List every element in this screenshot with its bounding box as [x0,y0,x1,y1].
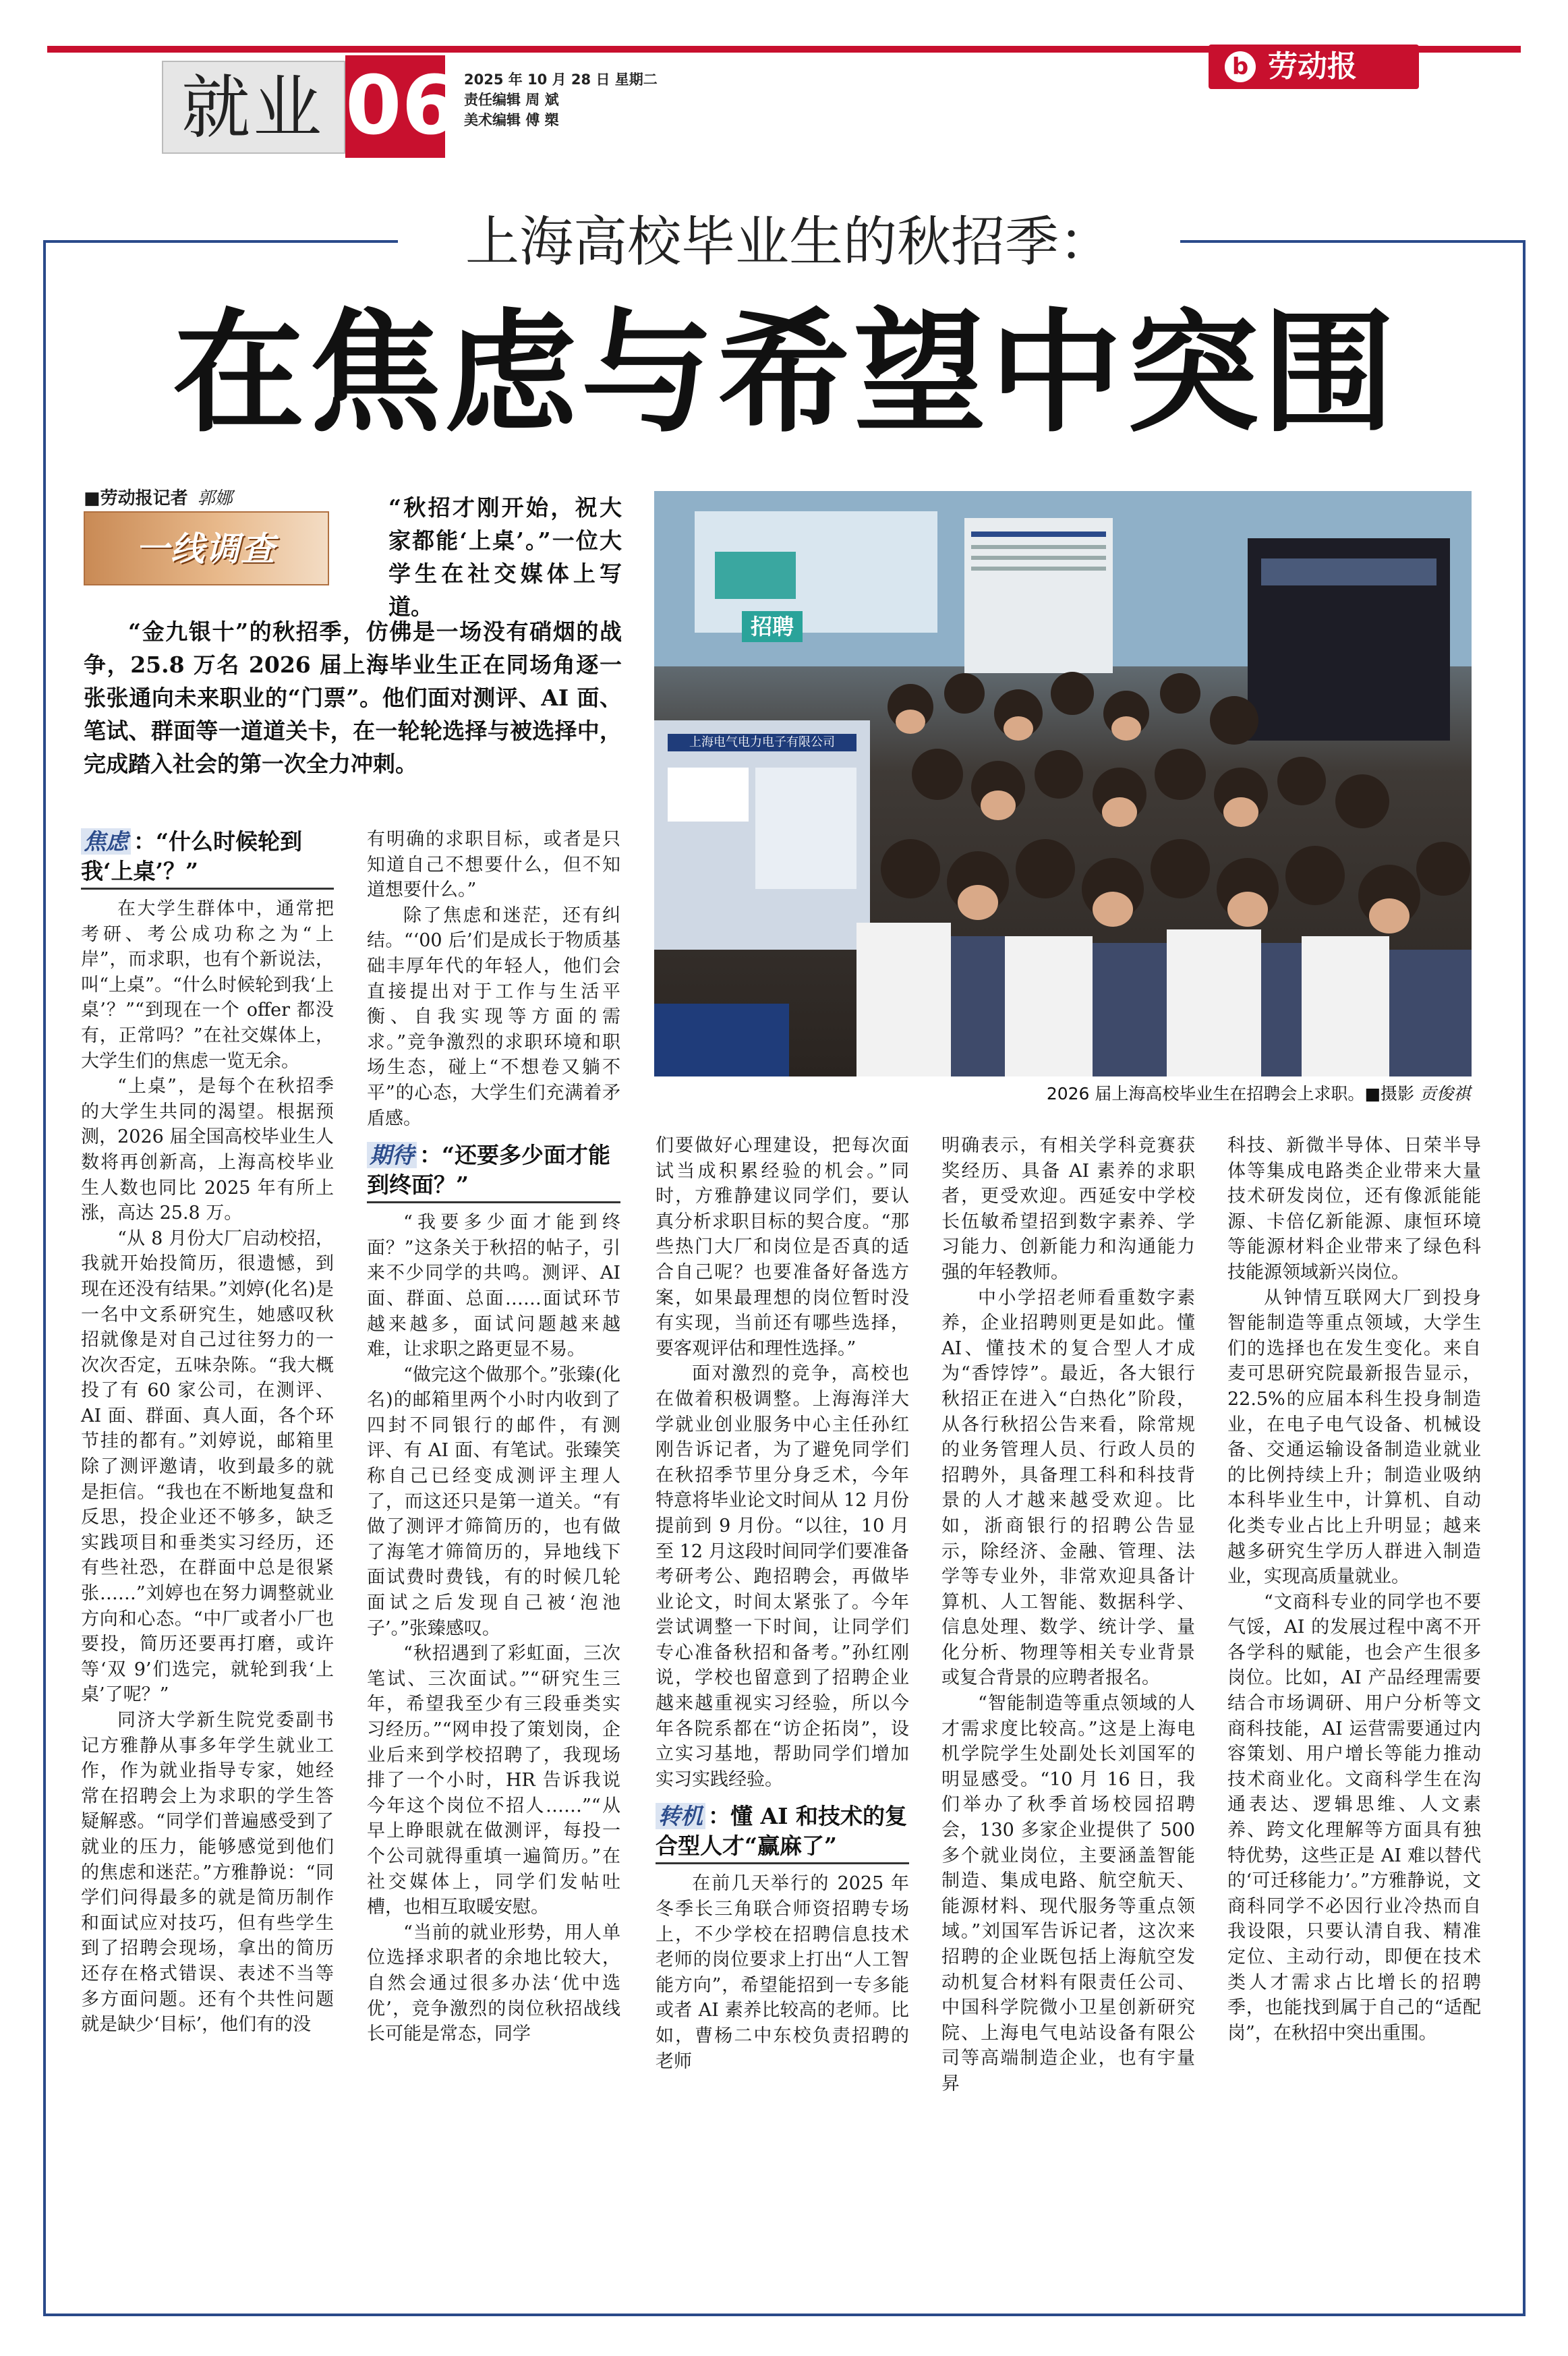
subhead-anxiety [81,827,334,890]
paper-logo: 劳动报 [1209,45,1419,89]
art-editor-line: 美术编辑 傅 槊 [464,112,559,128]
photo-banner: 招聘 [742,611,803,642]
subhead-tag: 焦虑 [81,828,131,855]
paper-logo-icon: b [1225,51,1256,82]
intro-quote: “秋招才刚开始，祝大家都能‘上桌’。”一位大学生在社交媒体上写道。 [388,494,622,620]
subhead-turnaround [656,1802,909,1864]
subhead-text: ：懂 AI 和技术的复合型人才“赢麻了” [656,1803,908,1860]
paragraph: “智能制造等重点领域的人才需求度比较高。”这是上海电机学院学生处副处长刘国军的明显感受。“10 月 16 日，我们举办了秋季首场校园招聘会，130 多家企业提供了 500 多个就业岗位，主要涵盖智能制造、集成电路、航空航天、能源材料、现代服务等重点领域。”刘国军告诉记者，这次来招聘的企业既包括上海航空发动机复合材料有限责任公司、中国科学院微小卫星创新研究院、上海电气电站设备有限公司等高端制造企业，也有宇量昇 [941,1693,1195,2094]
paragraph: 科技、新微半导体、日荣半导体等集成电路类企业带来大量技术研发岗位，还有像派能能源、卡倍亿新能源、康恒环境等能源材料企业带来了绿色科技能源领域新兴岗位。 [1227,1135,1481,1283]
paragraph: 中小学招老师看重数字素养，企业招聘则更是如此。懂 AI、懂技术的复合型人才成为“香饽饽”。最近，各大银行秋招正在进入“白热化”阶段，从各行秋招公告来看，除常规的业务管理人员、行政人员的招聘外，具备理工科和科技背景的人才越来越受欢迎。比如，浙商银行的招聘公告显示，除经济、金融、管理、法学等专业外，非常欢迎具备计算机、人工智能、数据科学、信息处理、数学、统计学、量化分析、物理等相关专业背景或复合背景的应聘者报名。 [941,1287,1195,1689]
column-2 [367,827,620,2047]
paragraph: “秋招遇到了彩虹面，三次笔试、三次面试。”“研究生三年，希望我至少有三段垂类实习经历。”“网申投了策划岗，企业后来到学校招聘了，我现场排了一个小时，HR 告诉我说今年这个岗位不招人……”“从早上睁眼就在做测评，每投一个公司就得重填一遍简历。”在社交媒体上，同学们发帖吐槽，也相互取暖安慰。 [367,1643,620,1918]
paragraph: 有明确的求职目标，或者是只知道自己不想要什么，但不知道想要什么。” [367,829,620,901]
job-fair-crowd-photo [654,491,1472,1076]
column-5-text [1227,1133,1481,2046]
photo-illustration [654,491,1472,1076]
subhead-text: ：“什么时候轮到我‘上桌’？” [81,828,302,884]
caption-text: 2026 届上海高校毕业生在招聘会上求职。 [1046,1084,1365,1103]
byline-name: 郭娜 [197,488,233,509]
paragraph: “文商科专业的同学也不要气馁，AI 的发展过程中离不开各学科的赋能，也会产生很多岗位。比如，AI 产品经理需要结合市场调研、用户分析等文商科技能，AI 运营需要通过内容策划、用户增长等能力推动技术商业化。文商科学生在沟通表达、逻辑思维、人文素养、跨文化理解等方面具有独特优势，这些正是 AI 难以替代的‘可迁移能力’。”方雅静说，文商科同学不必因行业冷热而自我设限，只要认清自我、精准定位、主动行动，即便在技术类人才需求占比增长的招聘季，也能找到属于自己的“适配岗”，在秋招中突出重围。 [1227,1591,1481,2044]
column-5 [1227,1133,1481,2046]
column-3-text [656,1133,909,1792]
subhead-expectation [367,1141,620,1203]
paragraph: “从 8 月份大厂启动校招，我就开始投简历，很遗憾，到现在还没有结果。”刘婷(化名)是一名中文系研究生，她感叹秋招就像是对自己过往努力的一次次否定，五味杂陈。“我大概投了有 60 家公司，在测评、AI 面、群面、真人面，各个环节挂的都有。”刘婷说，邮箱里除了测评邀请，收到最多的就是拒信。“我也在不断地复盘和反思，投企业还不够多，缺乏实践项目和垂类实习经历，还有些社恐，在群面中总是很紧张……”刘婷也在努力调整就业方向和心态。“中厂或者小厂也要投，简历还要再打磨，或许等‘双 9’们选完，就轮到我‘上桌’了呢？” [81,1228,334,1706]
section-title: 就业 [181,68,324,148]
paragraph: 同济大学新生院党委副书记方雅静从事多年学生就业工作，作为就业指导专家，她经常在招聘会上为求职的学生答疑解惑。“同学们普遍感受到了就业的压力，能够感觉到他们的焦虑和迷茫。”方雅静说：“同学们问得最多的就是简历制作和面试应对技巧，但有些学生到了招聘会现场，拿出的简历还存在格式错误、表述不当等多方面问题。还有个共性问题就是缺少‘目标’，他们有的没 [81,1710,334,2036]
subhead-tag: 转机 [656,1803,705,1829]
date-line: 2025 年 10 月 28 日 星期二 [464,71,658,88]
paragraph: 面对激烈的竞争，高校也在做着积极调整。上海海洋大学就业创业服务中心主任孙红刚告诉记者，为了避免同学们在秋招季节里分身乏术，今年特意将毕业论文时间从 12 月份提前到 9 月份。“以往，10 月至 12 月这段时间同学们要准备考研考公、跑招聘会，再做毕业论文，时间太紧张了。今年尝试调整一下时间，让同学们专心准备秋招和备考。”孙红刚说，学校也留意到了招聘企业越来越重视实习经验，所以今年各院系都在“访企拓岗”，设立实习基地，帮助同学们增加实习实践经验。 [656,1363,909,1790]
caption-credit-label: ■摄影 [1364,1084,1415,1103]
paragraph: 明确表示，有相关学科竞赛获奖经历、具备 AI 素养的求职者，更受欢迎。西延安中学校长伍敏希望招到数字素养、学习能力、创新能力和沟通能力强的年轻教师。 [941,1135,1195,1283]
paragraph: 从钟情互联网大厂到投身智能制造等重点领域，大学生们的选择也在发生变化。来自麦可思研究院最新报告显示，22.5%的应届本科生投身制造业，在电子电气设备、机械设备、交通运输设备制造业就业的比例持续上升；制造业吸纳本科毕业生中，计算机、自动化类专业占比上升明显；越来越多研究生学历人群进入制造业，实现高质量就业。 [1227,1287,1481,1588]
column-2-text [367,827,620,1131]
column-3-text-continued [656,1871,909,2074]
paragraph: 们要做好心理建设，把每次面试当成积累经验的机会。”同时，方雅静建议同学们，要认真分析求职目标的契合度。“那些热门大厂和岗位是否真的适合自己呢？也要准备好备选方案，如果最理想的岗位暂时没有实现，当前还有哪些选择，要客观评估和理性选择。” [656,1135,909,1359]
paragraph: 在前几天举行的 2025 年冬季长三角联合师资招聘专场上，不少学校在招聘信息技术老师的岗位要求上打出“人工智能方向”，希望能招到一专多能或者 AI 素养比较高的老师。比如，曹杨二中东校负责招聘的老师 [656,1873,909,2072]
column-4 [941,1133,1195,2097]
kicker-title: 上海高校毕业生的秋招季： [465,210,1113,273]
headline: 在焦虑与希望中突围 [172,295,1399,451]
column-3 [656,1133,909,2074]
paragraph: “当前的就业形势，用人单位选择求职者的余地比较大，自然会通过很多办法‘优中选优’，竞争激烈的岗位秋招战线长可能是常态，同学 [367,1922,620,2045]
caption-credit-name: 贡俊祺 [1419,1084,1470,1103]
column-2-text-continued [367,1210,620,2047]
page-number: 06 [345,55,445,158]
column-4-text [941,1133,1195,2097]
paragraph: “上桌”，是每个在秋招季的大学生共同的渴望。根据预测，2026 届全国高校毕业生人数将再创新高，上海高校毕业生人数也同比 2025 年有所上涨，高达 25.8 万。 [81,1076,334,1224]
paragraph: 在大学生群体中，通常把考研、考公成功称之为“上岸”，而求职，也有个新说法，叫“上桌”。“什么时候轮到我‘上桌’？”“到现在一个 offer 都没有，正常吗？”在社交媒体上，大学生们的焦虑一览无余。 [81,898,334,1072]
photo-booth-sign: 上海电气电力电子有限公司 [689,735,835,749]
byline [84,487,233,510]
paragraph: 除了焦虑和迷茫，还有纠结。“‘00 后’们是成长于物质基础丰厚年代的年轻人，他们会直接提出对于工作与生活平衡、自我实现等方面的需求。”竞争激烈的求职环境和职场生态，碰上“不想卷又躺不平”的心态，大学生们充满着矛盾感。 [367,904,620,1129]
column-badge: 一线调查 [136,529,276,569]
paragraph: “我要多少面才能到终面？”这条关于秋招的帖子，引来不少同学的共鸣。测评、AI 面、群面、总面……面试环节越来越多，面试问题越来越难，让求职之路更显不易。 [367,1212,620,1360]
subhead-text: ：“还要多少面才能到终面？” [367,1142,610,1199]
intro-lead: “金九银十”的秋招季，仿佛是一场没有硝烟的战争，25.8 万名 2026 届上海毕业生正在同场角逐一张张通向未来职业的“门票”。他们面对测评、AI 面、笔试、群面等一道道关卡，在一轮轮选择与被选择中，完成踏入社会的第一次全力冲刺。 [84,619,622,777]
editor-line: 责任编辑 周 斌 [464,92,559,108]
photo-caption [931,1082,1470,1106]
column-1 [81,827,334,2038]
byline-label: ■劳动报记者 [84,488,188,509]
subhead-tag: 期待 [367,1142,417,1168]
paragraph: “做完这个做那个。”张臻(化名)的邮箱里两个小时内收到了四封不同银行的邮件，有测评、有 AI 面、有笔试。张臻笑称自己已经变成测评主理人了，而这还只是第一道关。“有做了测评才筛简历的，也有做了海笔才筛简历的，异地线下面试费时费钱，有的时候几轮面试之后发现自己被‘泡池子’。”张臻感叹。 [367,1364,620,1639]
column-1-text [81,896,334,2038]
